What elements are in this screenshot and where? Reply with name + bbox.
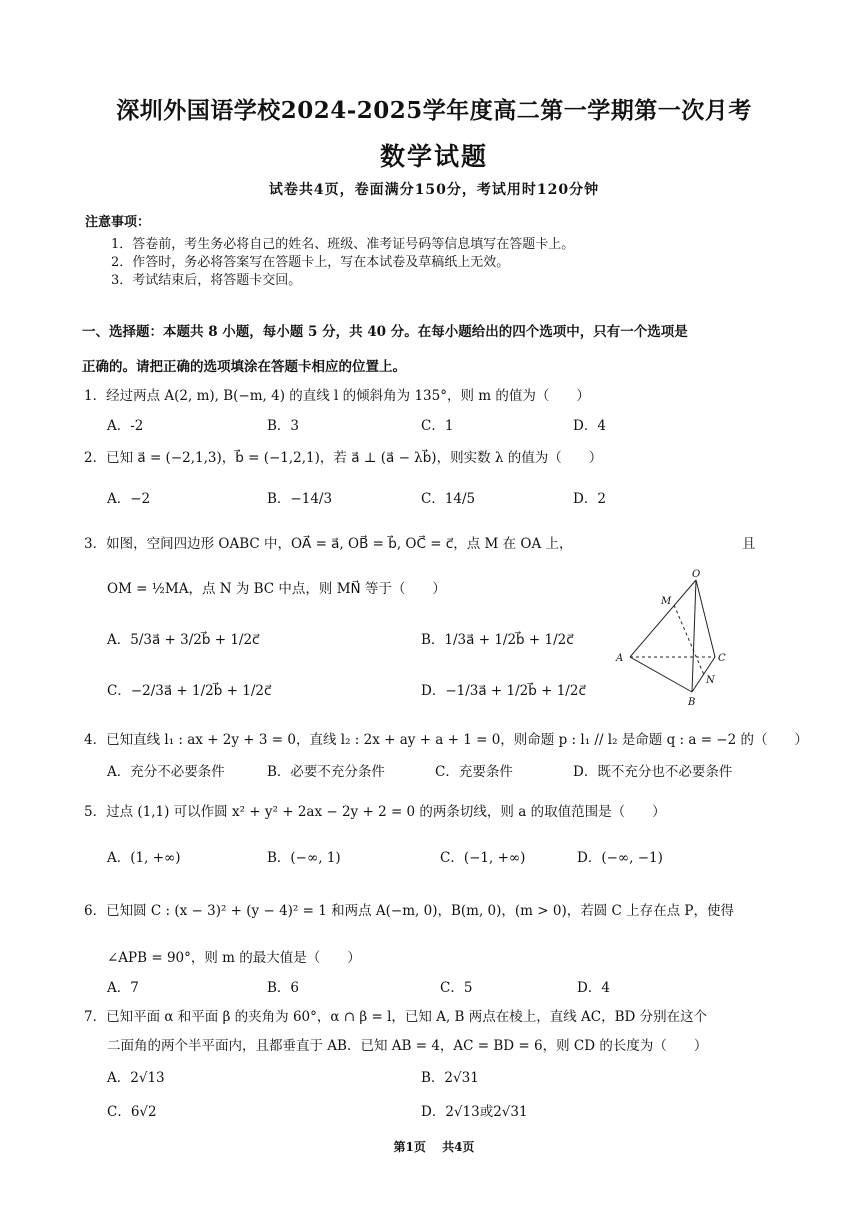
question-5-stem: 5．过点 (1,1) 可以作圆 x² + y² + 2ax − 2y + 2 = 0 的两条切线，则 a 的取值范围是（ ） bbox=[84, 804, 666, 820]
question-4-option-d: D．既不充分也不必要条件 bbox=[573, 764, 733, 780]
notice-heading: 注意事项： bbox=[85, 215, 151, 230]
question-2-option-b: B．−14/3 bbox=[267, 491, 333, 507]
question-4-option-c: C．充要条件 bbox=[435, 764, 513, 780]
question-1-option-a: A．-2 bbox=[107, 418, 144, 434]
section-heading-line1: 一、选择题：本题共 8 小题，每小题 5 分，共 40 分。在每小题给出的四个选项中，只有一个选项是 bbox=[82, 324, 688, 340]
question-3-option-b: B．1/3a⃗ + 1/2b⃗ + 1/2c⃗ bbox=[421, 632, 574, 648]
question-3-stem-end: 且 bbox=[742, 536, 756, 552]
question-1-stem: 1．经过两点 A(2, m), B(−m, 4) 的直线 l 的倾斜角为 135°，则 m 的值为（ ） bbox=[84, 388, 590, 404]
segment-mn bbox=[674, 605, 704, 675]
question-4-stem: 4．已知直线 l₁ : ax + 2y + 3 = 0，直线 l₂ : 2x + ay + a + 1 = 0，则命题 p : l₁ // l₂ 是命题 q : a = −2 的（ ） bbox=[84, 732, 809, 748]
exam-subject: 数学试题 bbox=[379, 142, 488, 171]
question-1-option-d: D．4 bbox=[573, 418, 606, 434]
question-2-stem: 2．已知 a⃗ = (−2,1,3)，b⃗ = (−1,2,1)，若 a⃗ ⊥ (a⃗ − λb⃗)，则实数 λ 的值为（ ） bbox=[84, 450, 603, 466]
figure-label-m: M bbox=[661, 596, 672, 607]
edge-ab bbox=[630, 657, 692, 692]
question-2-option-a: A．−2 bbox=[107, 491, 151, 507]
edge-oa bbox=[630, 580, 696, 657]
question-3-option-c: C．−2/3a⃗ + 1/2b⃗ + 1/2c⃗ bbox=[107, 683, 272, 699]
question-2-option-d: D．2 bbox=[573, 491, 606, 507]
question-6-option-d: D．4 bbox=[577, 980, 610, 996]
question-7-stem: 7．已知平面 α 和平面 β 的夹角为 60°，α ∩ β = l，已知 A, B 两点在棱上，直线 AC，BD 分别在这个 bbox=[84, 1009, 708, 1025]
figure-label-a: A bbox=[616, 653, 624, 664]
question-6-stem: 6．已知圆 C : (x − 3)² + (y − 4)² = 1 和两点 A(−m, 0)，B(m, 0)，(m > 0)，若圆 C 上存在点 P，使得 bbox=[84, 903, 734, 919]
question-7-option-b: B．2√31 bbox=[421, 1070, 479, 1086]
notice-item-3: 3．考试结束后，将答题卡交回。 bbox=[111, 273, 302, 288]
exam-title: 深圳外国语学校2024-2025学年度高二第一学期第一次月考 bbox=[116, 97, 752, 124]
question-3-stem-2: OM = ½MA，点 N 为 BC 中点，则 MN⃗ 等于（ ） bbox=[107, 581, 446, 597]
question-6-option-c: C．5 bbox=[440, 980, 473, 996]
figure-label-o: O bbox=[692, 569, 701, 580]
figure-label-n: N bbox=[706, 675, 715, 686]
question-5-option-d: D．(−∞, −1) bbox=[577, 850, 663, 866]
question-3-option-a: A．5/3a⃗ + 3/2b⃗ + 1/2c⃗ bbox=[107, 632, 260, 648]
question-7-option-c: C．6√2 bbox=[107, 1104, 157, 1120]
question-5-option-c: C．(−1, +∞) bbox=[440, 850, 526, 866]
question-5-option-a: A．(1, +∞) bbox=[107, 850, 181, 866]
question-4-option-b: B．必要不充分条件 bbox=[267, 764, 385, 780]
question-5-option-b: B．(−∞, 1) bbox=[267, 850, 341, 866]
question-6-option-b: B．6 bbox=[267, 980, 300, 996]
question-6-stem-2: ∠APB = 90°，则 m 的最大值是（ ） bbox=[107, 950, 361, 966]
page-footer: 第1页 共4页 bbox=[393, 1140, 475, 1154]
question-3-stem: 3．如图，空间四边形 OABC 中，OA⃗ = a⃗, OB⃗ = b⃗, OC⃗ = c⃗，点 M 在 OA 上， bbox=[84, 536, 573, 552]
question-3-option-d: D．−1/3a⃗ + 1/2b⃗ + 1/2c⃗ bbox=[421, 683, 586, 699]
question-1-option-c: C．1 bbox=[421, 418, 454, 434]
notice-item-1: 1．答卷前，考生务必将自己的姓名、班级、准考证号码等信息填写在答题卡上。 bbox=[111, 237, 575, 252]
edge-oc bbox=[696, 580, 715, 657]
notice-item-2: 2．作答时，务必将答案写在答题卡上，写在本试卷及草稿纸上无效。 bbox=[111, 255, 510, 270]
question-6-option-a: A．7 bbox=[107, 980, 139, 996]
question-7-option-d: D．2√13或2√31 bbox=[421, 1104, 528, 1120]
figure-label-c: C bbox=[718, 653, 726, 664]
section-heading-line2: 正确的。请把正确的选项填涂在答题卡相应的位置上。 bbox=[82, 359, 406, 375]
figure-label-b: B bbox=[688, 697, 696, 708]
question-7-option-a: A．2√13 bbox=[107, 1070, 165, 1086]
question-2-option-c: C．14/5 bbox=[421, 491, 476, 507]
tetrahedron-figure bbox=[608, 566, 748, 711]
question-7-stem-2: 二面角的两个半平面内，且都垂直于 AB．已知 AB = 4，AC = BD = 6，则 CD 的长度为（ ） bbox=[107, 1038, 708, 1054]
exam-subtitle: 试卷共4页，卷面满分150分，考试用时120分钟 bbox=[268, 182, 600, 198]
question-4-option-a: A．充分不必要条件 bbox=[107, 764, 225, 780]
edge-ob bbox=[692, 580, 696, 692]
question-1-option-b: B．3 bbox=[267, 418, 300, 434]
